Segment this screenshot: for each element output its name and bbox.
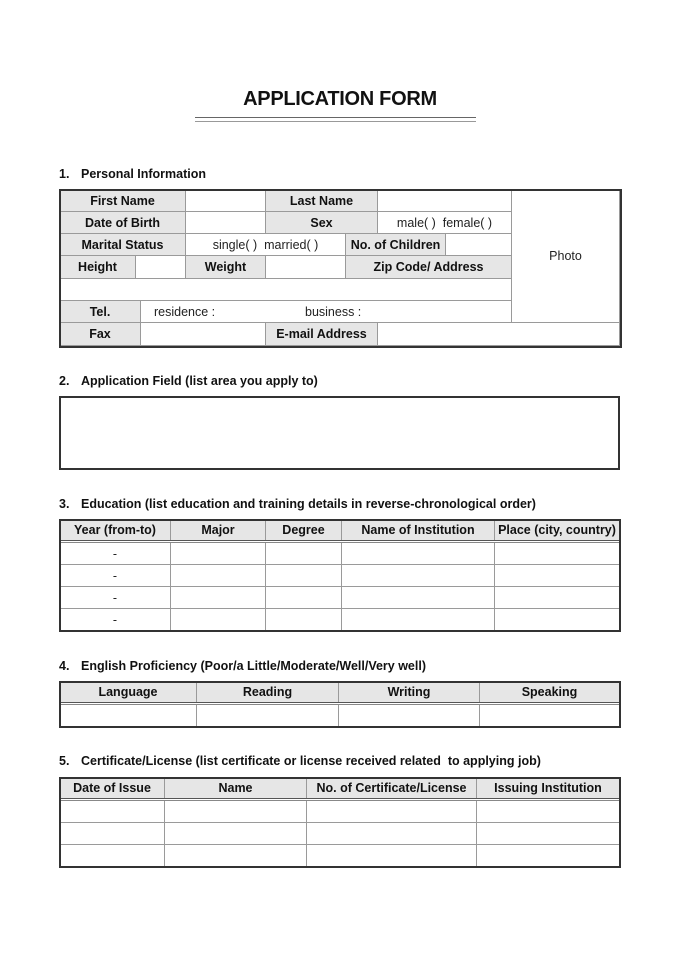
table-cell[interactable] — [60, 705, 197, 727]
first-name-label: First Name — [60, 190, 186, 212]
section-heading-education: 3. Education (list education and training details in reverse-chronological order) — [59, 497, 536, 511]
column-header: Speaking — [480, 682, 620, 703]
table-cell[interactable] — [307, 845, 477, 867]
date-of-birth-field[interactable] — [186, 212, 266, 234]
table-cell[interactable] — [165, 801, 307, 823]
table-cell[interactable] — [60, 845, 165, 867]
first-name-field[interactable] — [186, 190, 266, 212]
email-field[interactable] — [378, 323, 620, 346]
fax-label: Fax — [60, 323, 141, 346]
column-header: Reading — [197, 682, 339, 703]
tel-field[interactable] — [141, 301, 512, 323]
section-heading-application-field: 2. Application Field (list area you apply to) — [59, 374, 318, 388]
address-field[interactable] — [60, 279, 512, 301]
zip-address-label: Zip Code/ Address — [346, 256, 512, 279]
email-label: E-mail Address — [266, 323, 378, 346]
column-header: Place (city, country) — [495, 520, 620, 541]
last-name-label: Last Name — [266, 190, 378, 212]
tel-label: Tel. — [60, 301, 141, 323]
table-cell[interactable] — [165, 823, 307, 845]
column-header: Writing — [339, 682, 480, 703]
table-cell[interactable] — [171, 565, 266, 587]
photo-box[interactable]: Photo — [512, 190, 620, 323]
sex-options[interactable]: male( ) female( ) — [378, 212, 512, 234]
table-cell[interactable]: - — [60, 543, 171, 565]
column-header: Name — [165, 778, 307, 799]
last-name-field[interactable] — [378, 190, 512, 212]
table-cell[interactable] — [342, 565, 495, 587]
tel-residence-label: residence : — [154, 304, 216, 319]
table-cell[interactable] — [495, 543, 620, 565]
section-heading-english: 4. English Proficiency (Poor/a Little/Moderate/Well/Very well) — [59, 659, 426, 673]
tel-business-label: business : — [305, 304, 362, 319]
title-underline — [195, 117, 476, 122]
column-header: Major — [171, 520, 266, 541]
section-heading-certificate: 5. Certificate/License (list certificate or license received related to applying job) — [59, 754, 541, 768]
weight-field[interactable] — [266, 256, 346, 279]
column-header: Degree — [266, 520, 342, 541]
table-cell[interactable] — [60, 823, 165, 845]
table-cell[interactable] — [339, 705, 480, 727]
date-of-birth-label: Date of Birth — [60, 212, 186, 234]
table-cell[interactable]: - — [60, 565, 171, 587]
table-cell[interactable]: - — [60, 609, 171, 631]
table-cell[interactable] — [477, 823, 620, 845]
table-cell[interactable] — [477, 845, 620, 867]
table-cell[interactable] — [477, 801, 620, 823]
table-cell[interactable] — [495, 565, 620, 587]
table-cell[interactable]: - — [60, 587, 171, 609]
column-header: Issuing Institution — [477, 778, 620, 799]
table-cell[interactable] — [197, 705, 339, 727]
table-cell[interactable] — [266, 587, 342, 609]
column-header: Name of Institution — [342, 520, 495, 541]
form-title: APPLICATION FORM — [243, 88, 437, 110]
table-cell[interactable] — [342, 609, 495, 631]
table-cell[interactable] — [307, 823, 477, 845]
fax-field[interactable] — [141, 323, 266, 346]
no-of-children-label: No. of Children — [346, 234, 446, 256]
section-heading-personal: 1. Personal Information — [59, 167, 207, 181]
height-label: Height — [60, 256, 136, 279]
weight-label: Weight — [186, 256, 266, 279]
column-header: Date of Issue — [60, 778, 165, 799]
application-field-input[interactable] — [59, 396, 620, 470]
column-header: Year (from-to) — [60, 520, 171, 541]
column-header: Language — [60, 682, 197, 703]
height-field[interactable] — [136, 256, 186, 279]
no-of-children-field[interactable] — [446, 234, 512, 256]
table-cell[interactable] — [171, 543, 266, 565]
marital-status-options[interactable]: single( ) married( ) — [186, 234, 346, 256]
table-cell[interactable] — [266, 543, 342, 565]
table-cell[interactable] — [171, 609, 266, 631]
marital-status-label: Marital Status — [60, 234, 186, 256]
table-cell[interactable] — [307, 801, 477, 823]
table-cell[interactable] — [342, 543, 495, 565]
sex-label: Sex — [266, 212, 378, 234]
table-cell[interactable] — [165, 845, 307, 867]
table-cell[interactable] — [342, 587, 495, 609]
table-cell[interactable] — [266, 565, 342, 587]
table-cell[interactable] — [495, 609, 620, 631]
table-cell[interactable] — [480, 705, 620, 727]
table-cell[interactable] — [495, 587, 620, 609]
table-cell[interactable] — [60, 801, 165, 823]
column-header: No. of Certificate/License — [307, 778, 477, 799]
table-cell[interactable] — [266, 609, 342, 631]
table-cell[interactable] — [171, 587, 266, 609]
